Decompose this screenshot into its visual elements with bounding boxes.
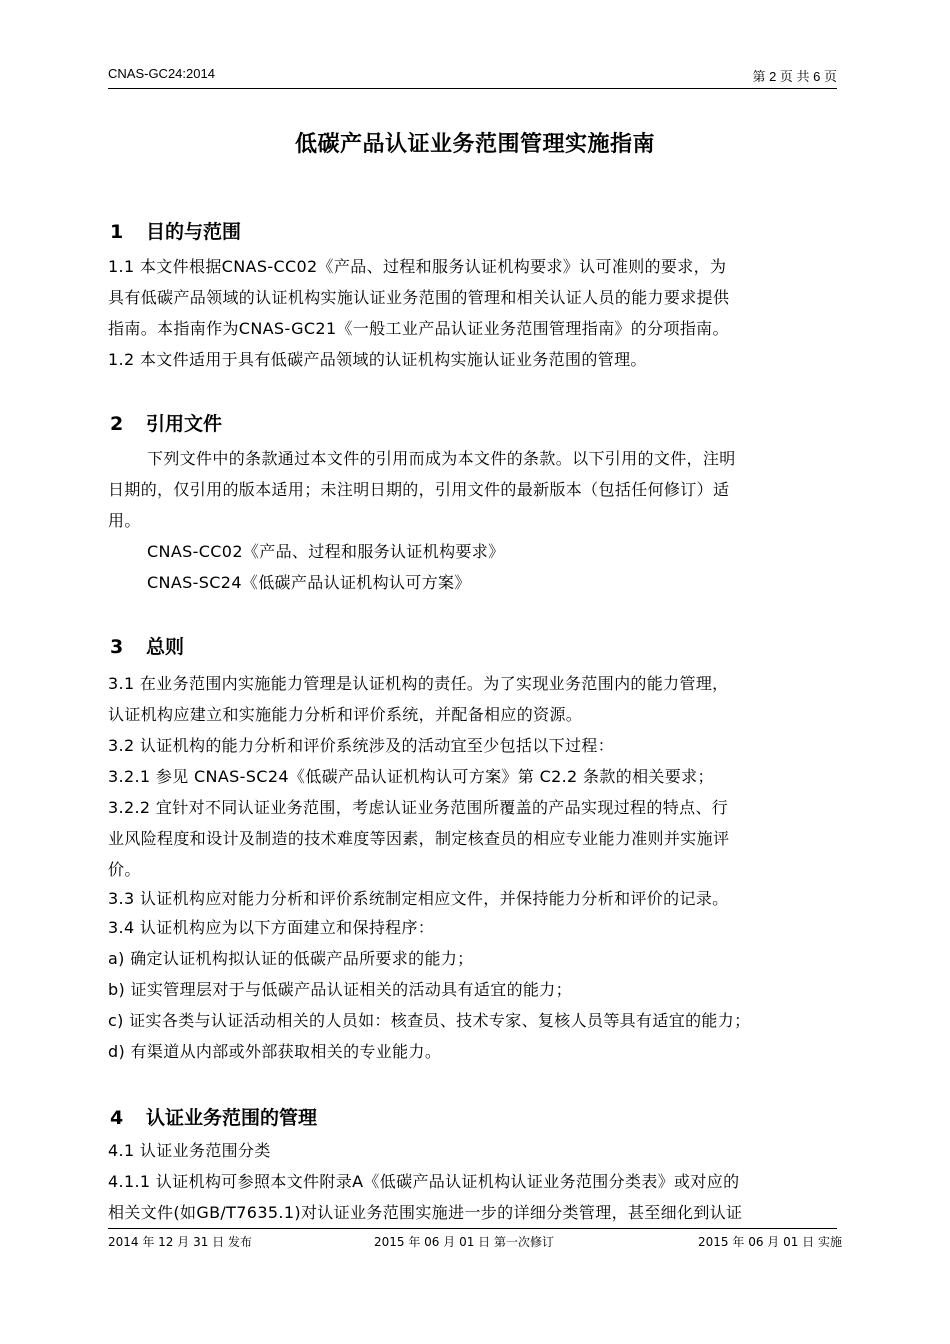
paragraph-line: 3.2.1 参见 CNAS-SC24《低碳产品认证机构认可方案》第 C2.2 条款的相关要求； <box>108 767 714 786</box>
paragraph-line: 相关文件(如GB/T7635.1)对认证业务范围实施进一步的详细分类管理，甚至细化到认证 <box>108 1203 743 1222</box>
paragraph-line: 指南。本指南作为CNAS-GC21《一般工业产品认证业务范围管理指南》的分项指南。 <box>108 319 729 338</box>
reference-item: CNAS-SC24《低碳产品认证机构认可方案》 <box>147 573 471 592</box>
list-item: a) 确定认证机构拟认证的低碳产品所要求的能力； <box>108 949 474 968</box>
paragraph-line: 业风险程度和设计及制造的技术难度等因素，制定核查员的相应专业能力准则并实施评 <box>108 829 730 848</box>
section-heading-2 <box>110 409 222 436</box>
section-number: 4 <box>110 1107 124 1129</box>
paragraph-line: 日期的，仅引用的版本适用；未注明日期的，引用文件的最新版本（包括任何修订）适 <box>108 480 730 499</box>
doc-code: CNAS-GC24:2014 <box>108 66 215 81</box>
paragraph-line: 用。 <box>108 511 141 530</box>
footer-revised: 2015 年 06 月 01 日 第一次修订 <box>374 1235 554 1249</box>
paragraph-line: 3.2 认证机构的能力分析和评价系统涉及的活动宜至少包括以下过程： <box>108 736 615 755</box>
section-number: 2 <box>110 413 124 435</box>
page-info: 第 2 页 共 6 页 <box>752 69 837 84</box>
section-number: 1 <box>110 221 124 243</box>
paragraph-line: 1.2 本文件适用于具有低碳产品领域的认证机构实施认证业务范围的管理。 <box>108 350 647 369</box>
section-title: 认证业务范围的管理 <box>146 1107 318 1129</box>
section-title: 总则 <box>146 636 185 658</box>
reference-item: CNAS-CC02《产品、过程和服务认证机构要求》 <box>147 542 505 561</box>
section-heading-1 <box>110 217 241 244</box>
paragraph-line: 认证机构应建立和实施能力分析和评价系统，并配备相应的资源。 <box>108 705 583 724</box>
paragraph-line: 价。 <box>108 860 141 879</box>
header-divider <box>108 88 837 89</box>
paragraph-line: 1.1 本文件根据CNAS-CC02《产品、过程和服务认证机构要求》认可准则的要求，为 <box>108 257 727 276</box>
section-heading-4 <box>110 1103 317 1130</box>
section-title: 引用文件 <box>146 413 223 435</box>
list-item: b) 证实管理层对于与低碳产品认证相关的活动具有适宜的能力； <box>108 980 572 999</box>
footer-published: 2014 年 12 月 31 日 发布 <box>108 1235 252 1249</box>
paragraph-line: 下列文件中的条款通过本文件的引用而成为本文件的条款。以下引用的文件，注明 <box>147 449 736 468</box>
list-item: c) 证实各类与认证活动相关的人员如：核查员、技术专家、复核人员等具有适宜的能力； <box>108 1011 751 1030</box>
paragraph-line: 3.1 在业务范围内实施能力管理是认证机构的责任。为了实现业务范围内的能力管理， <box>108 674 729 693</box>
footer-effective: 2015 年 06 月 01 日 实施 <box>698 1235 842 1249</box>
paragraph-line: 3.3 认证机构应对能力分析和评价系统制定相应文件，并保持能力分析和评价的记录。 <box>108 889 729 908</box>
paragraph-line: 具有低碳产品领域的认证机构实施认证业务范围的管理和相关认证人员的能力要求提供 <box>108 288 730 307</box>
section-title: 目的与范围 <box>146 221 242 243</box>
list-item: d) 有渠道从内部或外部获取相关的专业能力。 <box>108 1042 442 1061</box>
footer-divider <box>108 1228 837 1229</box>
paragraph-line: 3.2.2 宜针对不同认证业务范围，考虑认证业务范围所覆盖的产品实现过程的特点、行 <box>108 798 729 817</box>
page-title: 低碳产品认证业务范围管理实施指南 <box>294 132 655 157</box>
paragraph-line: 3.4 认证机构应为以下方面建立和保持程序： <box>108 918 435 937</box>
paragraph-line: 4.1.1 认证机构可参照本文件附录A《低碳产品认证机构认证业务范围分类表》或对应的 <box>108 1172 740 1191</box>
paragraph-line: 4.1 认证业务范围分类 <box>108 1141 271 1160</box>
section-heading-3 <box>110 632 184 659</box>
section-number: 3 <box>110 636 124 658</box>
